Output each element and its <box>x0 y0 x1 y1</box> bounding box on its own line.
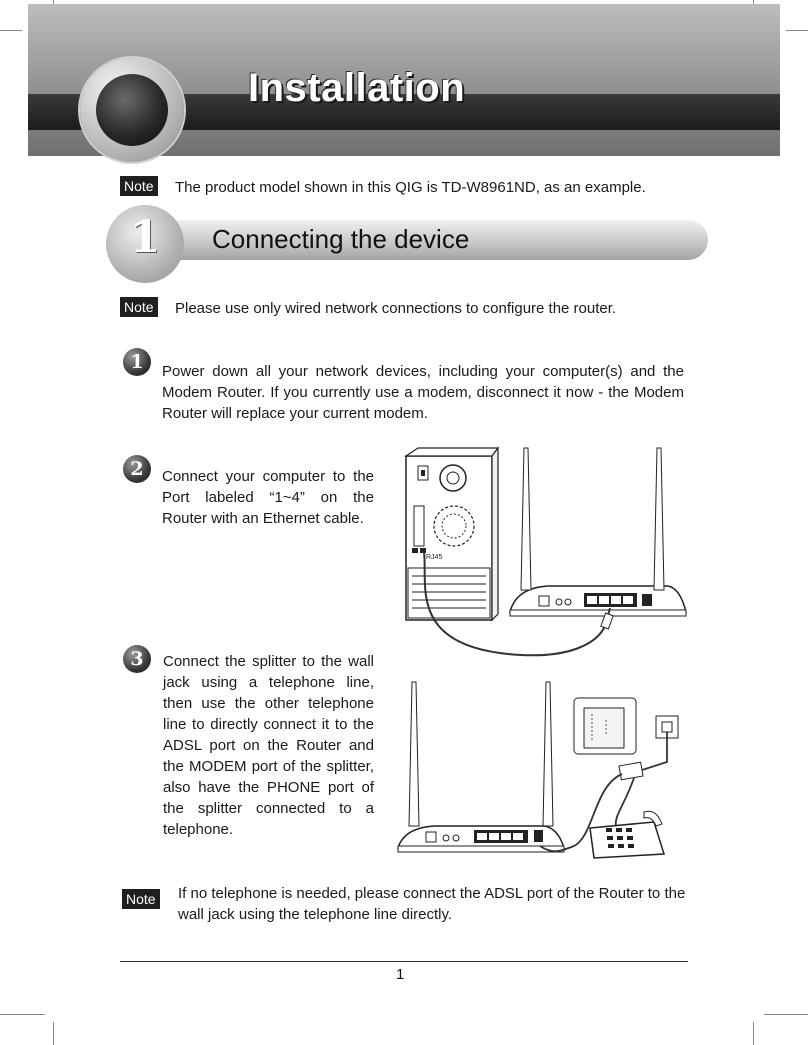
splitter-icon <box>619 762 643 780</box>
step-number-badge: 2 <box>123 455 151 483</box>
computer-router-diagram <box>398 444 698 662</box>
crop-mark <box>0 1014 45 1015</box>
step-3-text: Connect the splitter to the wall jack using a telephone line, then use the other telephone line to directly connect it to the ADSL port on the Router and the MODEM port of the splitter, also have the PHONE port of the splitter connected to a telephone. <box>163 653 374 838</box>
final-note-text: If no telephone is needed, please connect the ADSL port of the Router to the wall jack using the telephone line directly. <box>178 885 686 923</box>
page-title: Installation <box>248 66 466 110</box>
rj45-label: RJ45 <box>426 554 443 561</box>
step-number-badge: 1 <box>123 348 151 376</box>
section-number: 1 <box>129 212 161 263</box>
footer-divider <box>120 961 688 962</box>
note-tag: Note <box>122 889 160 909</box>
crop-mark <box>0 30 22 31</box>
computer-tower-icon <box>406 448 498 620</box>
step-2-text: Connect your computer to the Port labeled “1~4” on the Router with an Ethernet cable. <box>162 468 374 527</box>
intro-note-text: The product model shown in this QIG is TD-W8961ND, as an example. <box>175 179 646 196</box>
lens-logo-center <box>96 74 168 146</box>
note-tag: Note <box>120 297 158 317</box>
step-1-text: Power down all your network devices, including your computer(s) and the Modem Router. If you currently use a modem, disconnect it now - the Modem Router will replace your current modem. <box>162 363 684 422</box>
splitter-phone-diagram <box>394 676 690 862</box>
section-title: Connecting the device <box>212 224 470 254</box>
telephone-icon <box>590 811 664 858</box>
note-tag: Note <box>120 176 158 196</box>
crop-mark <box>764 1014 808 1015</box>
router-icon <box>510 448 686 616</box>
crop-mark <box>753 1022 754 1045</box>
wired-note-text: Please use only wired network connections to configure the router. <box>175 300 617 317</box>
page-number: 1 <box>396 966 405 983</box>
crop-mark <box>786 30 808 31</box>
step-number-badge: 3 <box>123 645 151 673</box>
router-icon <box>398 682 564 852</box>
splitter-zoom-icon <box>574 698 636 754</box>
crop-mark <box>53 1022 54 1045</box>
